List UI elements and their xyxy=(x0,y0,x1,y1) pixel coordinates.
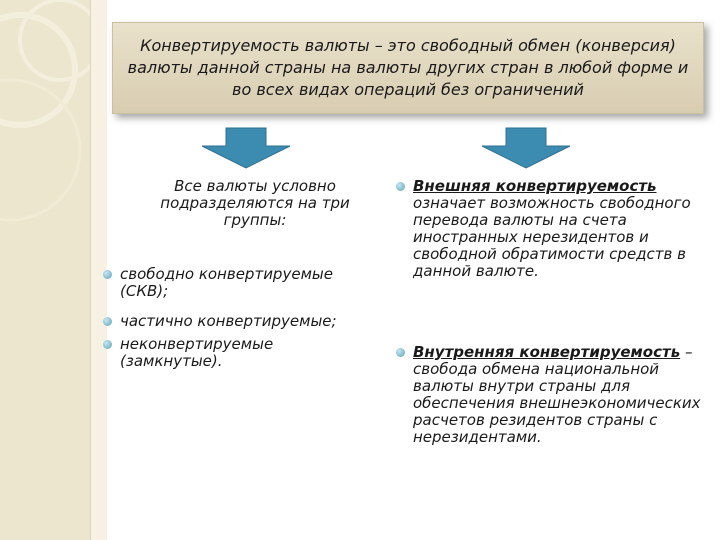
list-item: свободно конвертируемые (СКВ); xyxy=(103,266,380,300)
down-arrow-icon xyxy=(198,126,294,170)
external-convertibility-term: Внешняя конвертируемость xyxy=(413,177,657,195)
decorative-side-panel xyxy=(0,0,90,540)
list-item: частично конвертируемые; xyxy=(103,313,390,330)
bullet-dot-icon xyxy=(103,340,112,349)
definition-title: Конвертируемость валюты – это свободный обмен (конверсия) валюты данной страны на валюты других стран в любой форме и во всех видах операций без ограничений xyxy=(127,36,689,99)
list-item xyxy=(396,344,713,446)
definition-title-box xyxy=(112,22,704,114)
bullet-dot-icon xyxy=(103,317,112,326)
list-item xyxy=(396,178,713,280)
bullet-dot-icon xyxy=(396,348,405,357)
list-item: неконвертируемые (замкнутые). xyxy=(103,336,340,370)
groups-lead-text: Все валюты условно подразделяются на три группы: xyxy=(160,177,350,229)
internal-convertibility-term: Внутренняя конвертируемость xyxy=(413,343,681,361)
bullet-dot-icon xyxy=(103,270,112,279)
bullet-dot-icon xyxy=(396,182,405,191)
decorative-circles xyxy=(0,0,90,540)
internal-convertibility-text: – свобода обмена национальной валюты внутри страны для обеспечения внешнеэкономических расчетов резидентов страны с нерезидентами. xyxy=(413,343,701,446)
external-convertibility-text: означает возможность свободного перевода валюты на счета иностранных нерезидентов и свободной обратимости средств в данной валюте. xyxy=(413,194,691,280)
down-arrow-icon xyxy=(478,126,574,170)
